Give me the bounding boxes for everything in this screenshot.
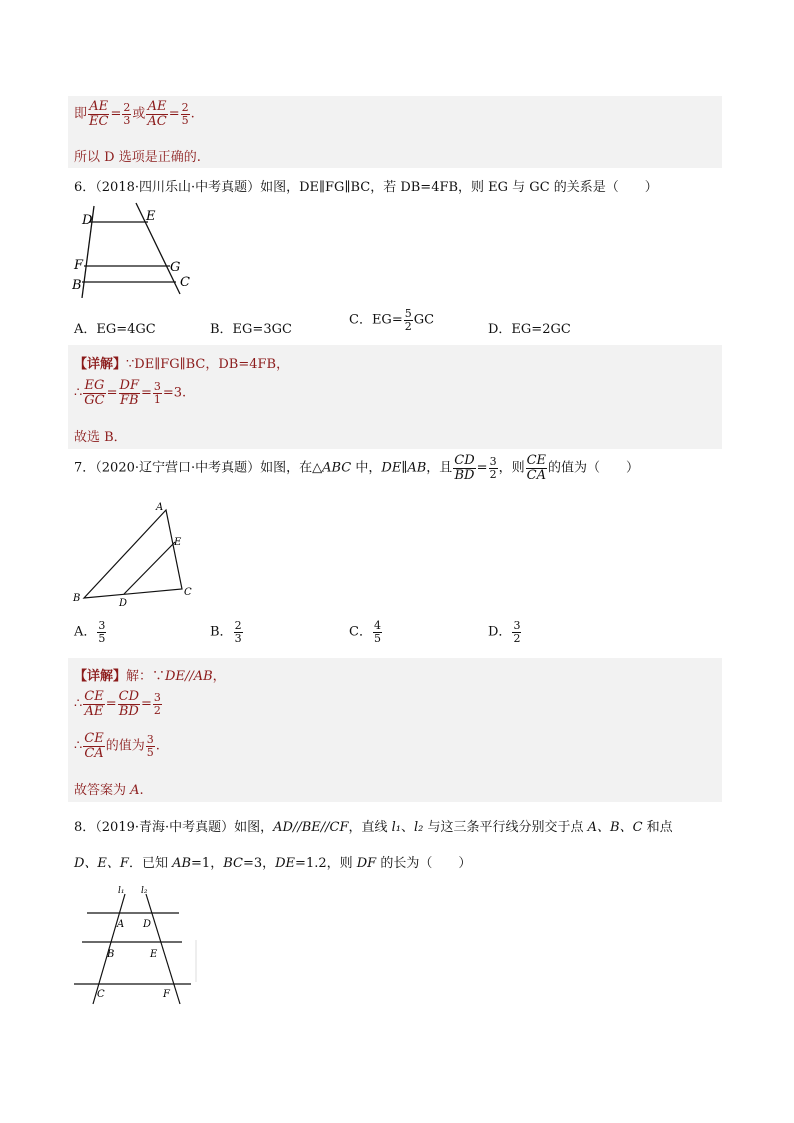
- q8-label-l1: l₁: [118, 886, 125, 896]
- q6-solution-line-2: ∴ $\frac{EG}{GC}$ = $\frac{DF}{FB}$ = $\frac{3}{1}$ =3.: [74, 378, 187, 408]
- q6-label-G: G: [170, 260, 181, 275]
- q7-option-b[interactable]: B． $\frac{2}{3}$: [210, 619, 242, 645]
- q8-figure: [70, 882, 205, 1012]
- q8-stem-line-2: D、E、F．已知 AB=1，BC=3，DE=1.2，则 DF 的长为（ ）: [74, 856, 472, 871]
- q7-solution-line-2: ∴ $\frac{CE}{AE}$ = $\frac{CD}{BD}$ = $\frac{3}{2}$: [74, 689, 161, 719]
- q6-label-D: D: [82, 213, 93, 228]
- q7-figure: [70, 500, 200, 612]
- q6-label-B: B: [72, 278, 82, 293]
- q6-solution-tag: 【详解】: [74, 357, 127, 372]
- q7-label-A: A: [156, 502, 164, 513]
- q8-label-A: A: [117, 919, 125, 930]
- prev-solution-line-1: 即 $\frac{AE}{EC}$ = $\frac{2}{3}$ 或 $\frac{AE}{AC}$ = $\frac{2}{5}$ .: [74, 99, 195, 129]
- q6-option-a[interactable]: A．EG=4GC: [74, 322, 156, 337]
- q6-option-c[interactable]: C．EG= $\frac{5}{2}$ GC: [349, 307, 435, 333]
- q8-label-l2: l₂: [141, 886, 148, 896]
- q7-label-E: E: [174, 537, 182, 548]
- q6-option-b[interactable]: B．EG=3GC: [210, 322, 292, 337]
- q6-label-E: E: [146, 209, 156, 224]
- q6-label-F: F: [74, 258, 84, 273]
- q6-figure: [72, 198, 202, 298]
- q8-label-D: D: [143, 919, 152, 930]
- q7-solution-line-3: ∴ $\frac{CE}{CA}$ 的值为 $\frac{3}{5}$ .: [74, 731, 160, 761]
- q7-option-c[interactable]: C． $\frac{4}{5}$: [349, 619, 381, 645]
- q6-label-C: C: [180, 275, 190, 290]
- q8-label-F: F: [163, 989, 170, 1000]
- q7-solution-tag: 【详解】: [74, 669, 127, 684]
- q6-solution-line-3: 故选 B．: [74, 430, 127, 445]
- q7-solution-line-4: 故答案为 A.: [74, 783, 144, 798]
- q8-label-C: C: [97, 989, 105, 1000]
- q6-option-d[interactable]: D．EG=2GC: [488, 322, 571, 337]
- q7-option-a[interactable]: A． $\frac{3}{5}$: [74, 619, 106, 645]
- q7-label-C: C: [184, 587, 192, 598]
- q6-stem: 6．（2018·四川乐山·中考真题）如图，DE∥FG∥BC，若 DB=4FB，则 EG 与 GC 的关系是（ ）: [74, 180, 658, 195]
- q8-label-B: B: [107, 949, 115, 960]
- q7-solution-line-1: 【详解】解：∵DE//AB，: [74, 669, 226, 684]
- q7-label-B: B: [73, 593, 81, 604]
- q7-stem: 7．（2020·辽宁营口·中考真题）如图，在△ABC 中，DE∥AB，且 $\frac{CD}{BD}$ = $\frac{3}{2}$ ，则 $\frac{CE}{CA}$ 的值为（ ）: [74, 453, 640, 483]
- q7-option-d[interactable]: D． $\frac{3}{2}$: [488, 619, 521, 645]
- prev-solution-line-2: 所以 D 选项是正确的.: [74, 150, 201, 165]
- q6-solution-line-1: 【详解】∵DE∥FG∥BC，DB=4FB，: [74, 357, 290, 372]
- q7-label-D: D: [119, 598, 128, 609]
- q8-stem-line-1: 8．（2019·青海·中考真题）如图，AD//BE//CF，直线 l₁、l₂ 与这三条平行线分别交于点 A、B、C 和点: [74, 820, 673, 835]
- q8-label-E: E: [150, 949, 158, 960]
